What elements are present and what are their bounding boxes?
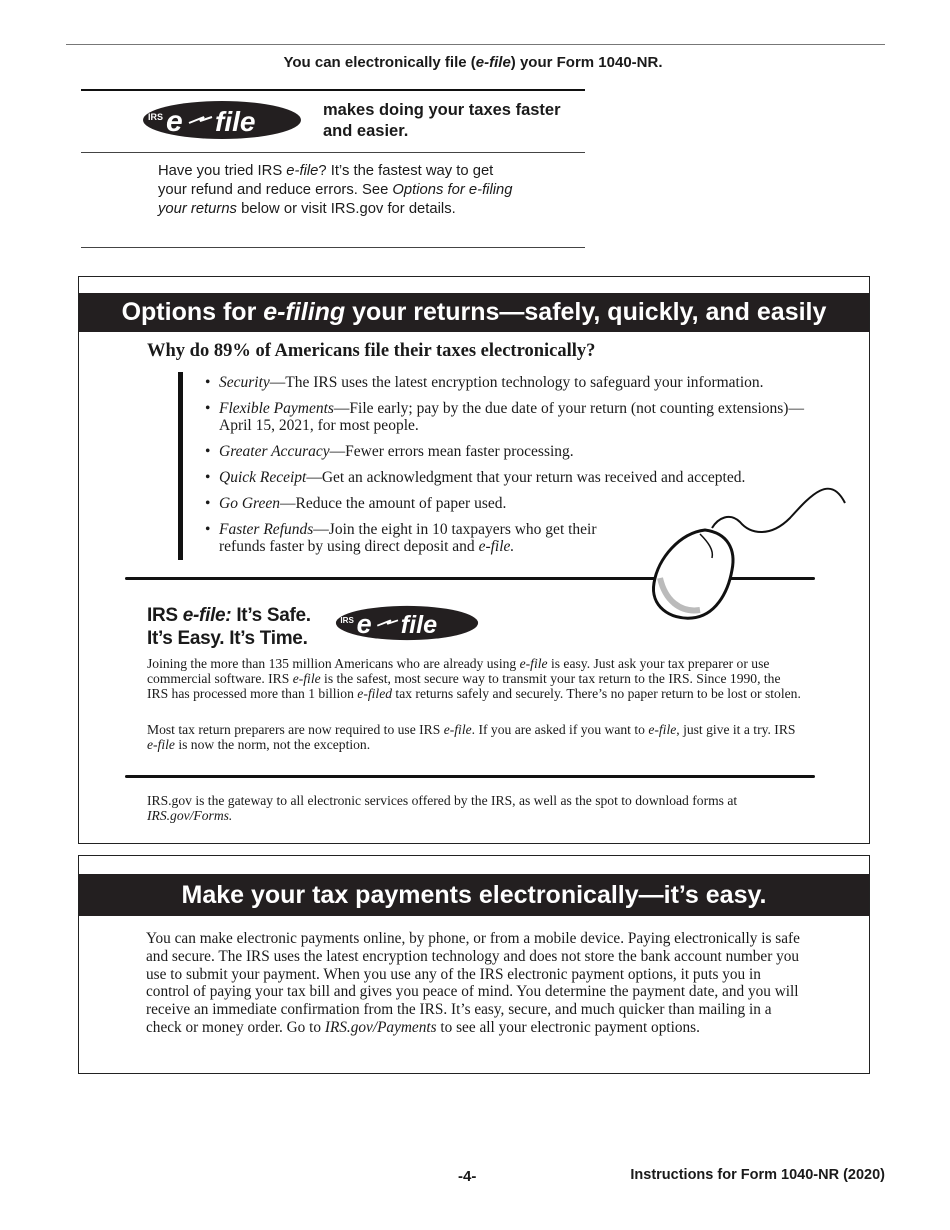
svg-text:IRS: IRS — [148, 112, 164, 122]
promo-bottom-rule — [81, 247, 585, 248]
irs-gov-paragraph: IRS.gov is the gateway to all electronic services offered by the IRS, as well as the spot to download forms at IRS.gov/Forms. — [147, 793, 738, 823]
list-item: • Faster Refunds—Join the eight in 10 taxpayers who get their refunds faster by using direct deposit and e-file. — [205, 521, 629, 555]
payments-banner: Make your tax payments electronically—it’s easy. — [79, 874, 869, 916]
list-item: • Greater Accuracy—Fewer errors mean faster processing. — [205, 443, 805, 460]
list-item: • Security—The IRS uses the latest encryption technology to safeguard your information. — [205, 374, 805, 391]
svg-text:file: file — [400, 610, 438, 639]
payments-paragraph: You can make electronic payments online, by phone, or from a mobile device. Paying electronically is safe and secure. The IRS uses the latest encryption technology and does not store the bank account number you use to submit your payment. When you use any of the IRS electronic payment options, it puts you in control of paying your tax bill and gives you peace of mind. You determine the payment date, and you will receive an immediate confirmation from the IRS. It’s easy, secure, and much quicker than mailing in a check or money order. Go to IRS.gov/Payments to see all your electronic payment options. — [146, 930, 800, 1036]
page-number: -4- — [458, 1168, 477, 1185]
top-rule — [66, 44, 885, 45]
svg-text:e: e — [166, 105, 183, 138]
svg-text:IRS: IRS — [340, 616, 354, 625]
list-item: • Flexible Payments—File early; pay by the due date of your return (not counting extensions)—April 15, 2021, for most people. — [205, 400, 805, 434]
safe-easy-heading: IRS e-file: It’s Safe. It’s Easy. It’s Time. — [147, 605, 311, 649]
options-banner: Options for e-filing your returns—safely, quickly, and easily — [79, 293, 869, 332]
irs-payments-link[interactable]: IRS.gov/Payments — [324, 1018, 437, 1036]
promo-top-rule — [81, 89, 585, 91]
decorative-rule — [125, 775, 815, 778]
irs-efile-logo — [334, 605, 480, 641]
footer-doc-title: Instructions for Form 1040-NR (2020) — [630, 1167, 885, 1183]
efile-paragraph: Joining the more than 135 million Americans who are already using e-file is easy. Just ask your tax preparer or use commercial software. IRS e-file is the safest, most secure way to transmit your tax return to the IRS. Since 1990, the IRS has processed more than 1 billion e-filed tax returns safely and securely. There’s no paper return to be lost or stolen. — [147, 656, 801, 701]
svg-text:e: e — [356, 608, 372, 639]
computer-mouse-icon — [640, 478, 855, 628]
list-item: • Go Green—Reduce the amount of paper used. — [205, 495, 805, 512]
irs-forms-link[interactable]: IRS.gov/Forms. — [147, 808, 233, 823]
page-heading: You can electronically file (e-file) your Form 1040-NR. — [283, 54, 663, 71]
irs-efile-logo — [142, 100, 302, 140]
bullets-sidebar-bar — [178, 372, 183, 560]
list-item: • Quick Receipt—Get an acknowledgment that your return was received and accepted. — [205, 469, 805, 486]
efile-tagline: makes doing your taxes faster and easier. — [323, 101, 561, 140]
svg-text:file: file — [215, 106, 256, 137]
preparers-paragraph: Most tax return preparers are now required to use IRS e-file. If you are asked if you want to e-file, just give it a try. IRS e-file is now the norm, not the exception. — [147, 722, 796, 752]
efile-promo-text: Have you tried IRS e-file? It’s the fastest way to get your refund and reduce errors. See Options for e-filing your returns below or visit IRS.gov for details. — [158, 163, 513, 217]
why-heading: Why do 89% of Americans file their taxes electronically? — [147, 341, 596, 361]
promo-divider — [81, 152, 585, 153]
